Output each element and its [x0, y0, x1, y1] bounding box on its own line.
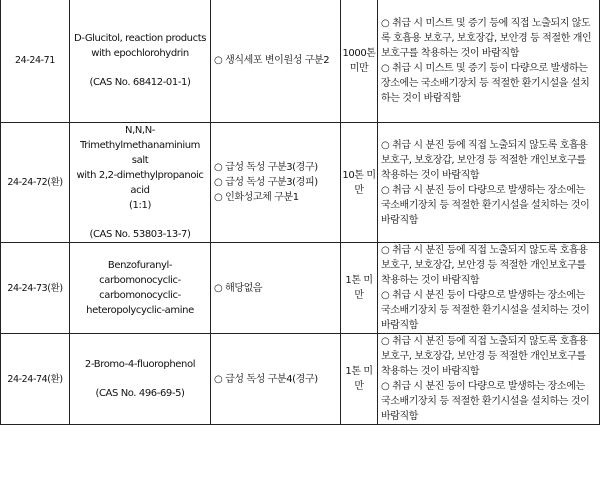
- annual-quantity: [341, 0, 378, 123]
- hazard-classification: [211, 0, 341, 123]
- handling-measures: [378, 334, 600, 425]
- substance-name-line: carbomonocyclic-: [99, 290, 181, 301]
- measure-item: ○ 취급 시 분진 등에 직접 노출되지 않도록 호흡용 보호구, 보호장갑, 보안경 등 적절한 개인보호구를 착용하는 것이 바람직함: [381, 139, 588, 181]
- table-row: [1, 243, 600, 334]
- cas-number: (CAS No. 53803-13-7): [89, 229, 191, 240]
- quantity-line: 만: [354, 290, 364, 301]
- substance-name: [70, 0, 211, 123]
- measure-item: ○ 취급 시 분진 등이 다량으로 발생하는 장소에는 국소배기장치 등 적절한 환기시설을 설치하는 것이 바람직함: [381, 290, 590, 331]
- annual-quantity: [341, 334, 378, 425]
- substance-name-line: (1:1): [129, 200, 151, 211]
- table-row: [1, 123, 600, 243]
- registration-number: [1, 243, 70, 334]
- hazard-class-item: ○ 해당없음: [214, 282, 263, 294]
- handling-measures: [378, 243, 600, 334]
- measure-item: ○ 취급 시 분진 등이 다량으로 발생하는 장소에는 국소배기장치 등 적절한 환기시설을 설치하는 것이 바람직함: [381, 381, 590, 422]
- substance-name: [70, 243, 211, 334]
- quantity-line: 1톤 미: [345, 275, 373, 286]
- hazard-classification: [211, 243, 341, 334]
- quantity-line: 만: [354, 381, 364, 392]
- substance-name-line: heteropolycyclic-amine: [86, 305, 194, 316]
- substance-name: [70, 123, 211, 243]
- quantity-line: 미만: [349, 62, 369, 74]
- substance-name-line: 2-Bromo-4-fluorophenol: [84, 359, 196, 370]
- cas-number: (CAS No. 68412-01-1): [89, 77, 191, 88]
- table-row: [1, 0, 600, 123]
- quantity-line: 1톤 미: [345, 366, 373, 377]
- hazard-class-item: ○ 급성 독성 구분3(경피): [214, 177, 318, 188]
- substance-name-line: Trimethylmethanaminium salt: [79, 140, 201, 166]
- handling-measures: [378, 123, 600, 243]
- hazard-class-item: ○ 인화성고체 구분1: [214, 192, 299, 203]
- substance-name-line: with 2,2-dimethylpropanoic acid: [76, 170, 204, 196]
- hazard-classification: [211, 123, 341, 243]
- measure-item: ○ 취급 시 분진 등이 다량으로 발생하는 장소에는 국소배기장치 등 적절한 환기시설을 설치하는 것이 바람직함: [381, 184, 590, 226]
- quantity-line: 10톤 미: [342, 169, 376, 181]
- measure-item: ○ 취급 시 미스트 및 증기 등에 직접 노출되지 않도록 호흡용 보호구, 보호장갑, 보안경 등 적절한 개인보호구를 착용하는 것이 바람직함: [381, 17, 592, 59]
- measure-item: ○ 취급 시 미스트 및 증기 등이 다량으로 발생하는 장소에는 국소배기장치 등 적절한 환기시설을 설치하는 것이 바람직함: [381, 62, 590, 104]
- annual-quantity: [341, 123, 378, 243]
- substance-name-line: N,N,N-: [124, 125, 155, 136]
- handling-measures: [378, 0, 600, 123]
- registration-number: [1, 334, 70, 425]
- quantity-line: 1000톤: [342, 47, 376, 59]
- registration-number: [1, 0, 70, 123]
- annual-quantity: [341, 243, 378, 334]
- registration-number-text: 24-24-74(환): [7, 373, 63, 385]
- hazard-class-item: ○ 급성 독성 구분3(경구): [214, 162, 318, 173]
- measure-item: ○ 취급 시 분진 등에 직접 노출되지 않도록 호흡용 보호구, 보호장갑, 보안경 등 적절한 개인보호구를 착용하는 것이 바람직함: [381, 336, 588, 377]
- registration-number: [1, 123, 70, 243]
- hazard-class-item: ○ 급성 독성 구분4(경구): [214, 373, 318, 385]
- registration-number-text: 24-24-73(환): [7, 282, 63, 294]
- hazard-class-item: ○ 생식세포 변이원성 구분2: [214, 55, 330, 66]
- cas-number: (CAS No. 496-69-5): [95, 388, 185, 399]
- substance-name: [70, 334, 211, 425]
- registration-number-text: 24-24-72(환): [7, 177, 63, 188]
- substance-name-line: with epochlorohydrin: [91, 48, 189, 59]
- substance-name-line: D-Glucitol, reaction products: [73, 33, 207, 44]
- measure-item: ○ 취급 시 분진 등에 직접 노출되지 않도록 호흡용 보호구, 보호장갑, 보안경 등 적절한 개인보호구를 착용하는 것이 바람직함: [381, 245, 588, 286]
- table-row: [1, 334, 600, 425]
- hazard-classification: [211, 334, 341, 425]
- quantity-line: 만: [354, 184, 364, 196]
- substance-name-line: Benzofuranyl-carbomonocyclic-: [99, 260, 181, 286]
- registration-number-text: 24-24-71: [15, 55, 55, 66]
